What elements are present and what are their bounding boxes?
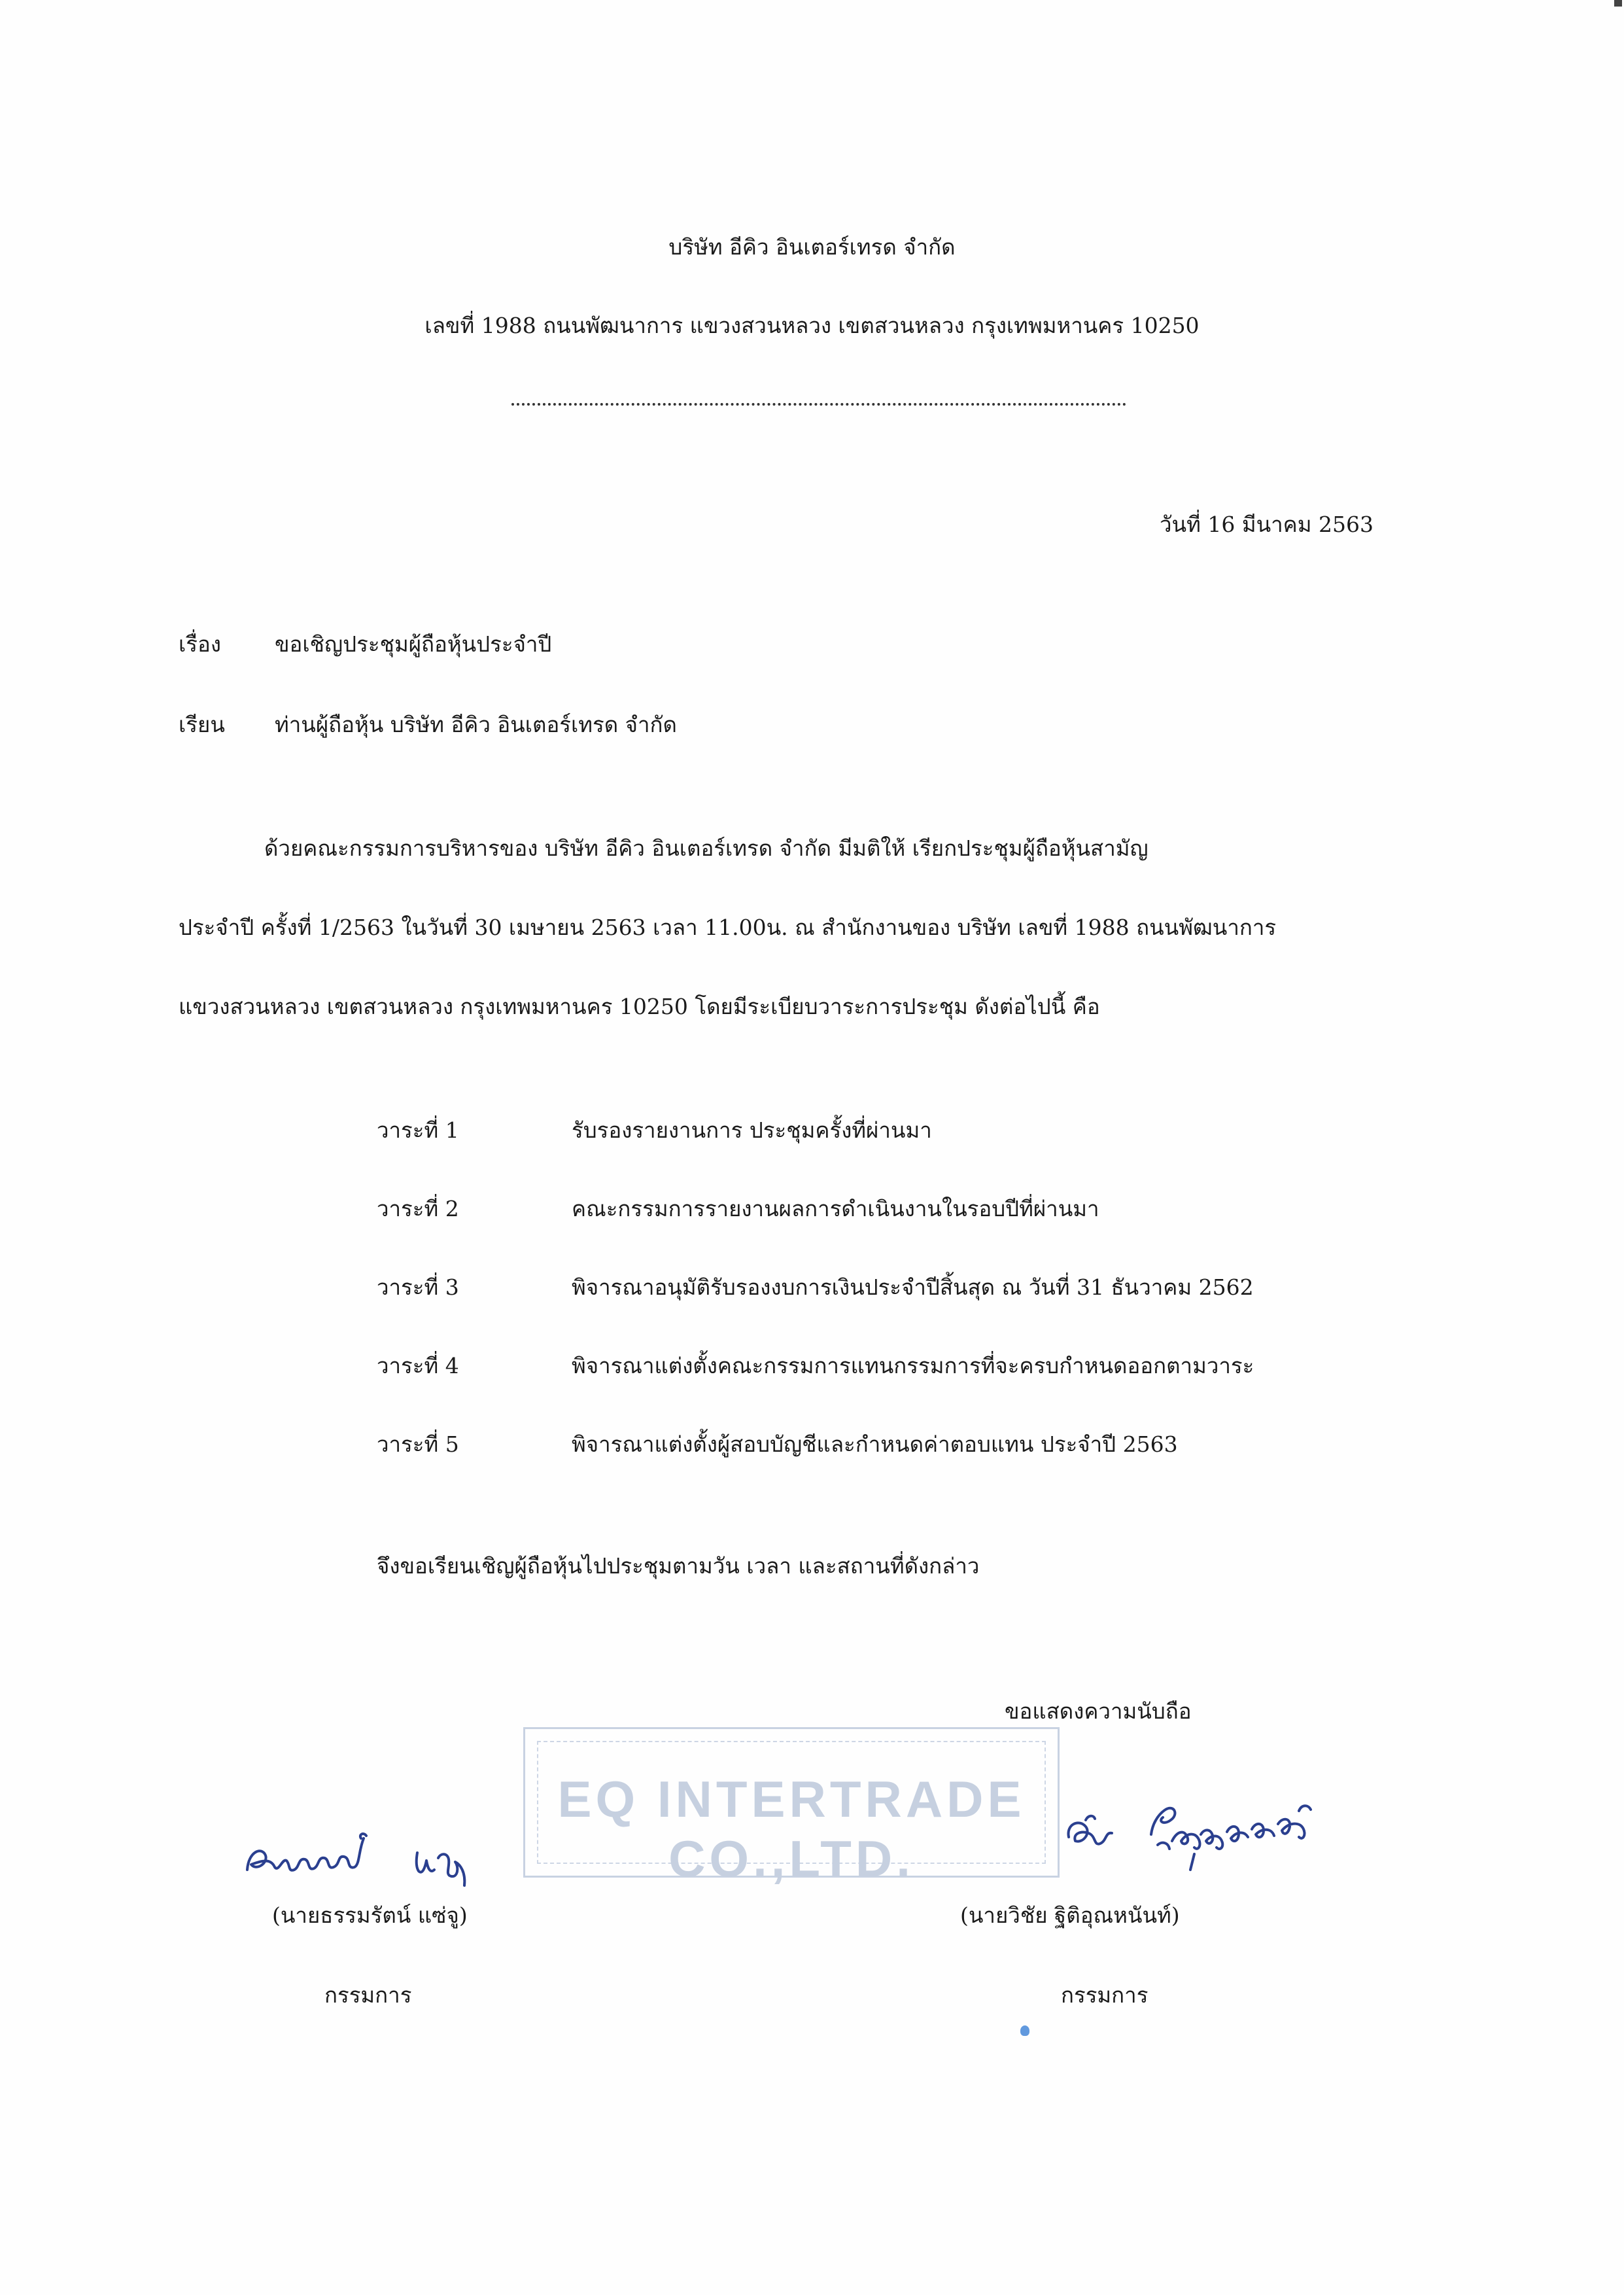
date-line: วันที่ 16 มีนาคม 2563 [1160, 512, 1373, 537]
agenda-label: วาระที่ 3 [377, 1274, 459, 1300]
agenda-text: คณะกรรมการรายงานผลการดำเนินงานในรอบปีที่ผ่านมา [572, 1196, 1099, 1221]
agenda-text: รับรองรายงานการ ประชุมครั้งที่ผ่านมา [572, 1117, 932, 1143]
closing-regards: ขอแสดงความนับถือ [1005, 1698, 1192, 1724]
scan-mark [1614, 0, 1622, 7]
recipient-text: ท่านผู้ถือหุ้น บริษัท อีคิว อินเตอร์เทรด จำกัด [275, 712, 677, 737]
body-line-2: ประจำปี ครั้งที่ 1/2563 ในวันที่ 30 เมษายน 2563 เวลา 11.00น. ณ สำนักงานของ บริษัท เลขที่ 1988 ถนนพัฒนาการ [179, 915, 1277, 940]
agenda-label: วาระที่ 4 [377, 1353, 459, 1378]
signatory-name-left: (นายธรรมรัตน์ แซ่จู) [272, 1902, 468, 1928]
agenda-text: พิจารณาแต่งตั้งคณะกรรมการแทนกรรมการที่จะครบกำหนดออกตามวาระ [572, 1353, 1254, 1378]
recipient-label: เรียน [179, 712, 225, 737]
company-stamp [523, 1727, 1060, 1887]
company-name: บริษัท อีคิว อินเตอร์เทรด จำกัด [668, 234, 956, 260]
closing-invitation: จึงขอเรียนเชิญผู้ถือหุ้นไปประชุมตามวัน เวลา และสถานที่ดังกล่าว [377, 1553, 980, 1579]
stamp-text: EQ INTERTRADE CO.,LTD. [557, 1770, 1026, 1887]
agenda-text: พิจารณาอนุมัติรับรองงบการเงินประจำปีสิ้นสุด ณ วันที่ 31 ธันวาคม 2562 [572, 1274, 1254, 1300]
agenda-label: วาระที่ 2 [377, 1196, 459, 1221]
signatory-title-left: กรรมการ [324, 1982, 412, 2008]
body-line-3: แขวงสวนหลวง เขตสวนหลวง กรุงเทพมหานคร 10250 โดยมีระเบียบวาระการประชุม ดังต่อไปนี้ คือ [179, 994, 1100, 1019]
company-address: เลขที่ 1988 ถนนพัฒนาการ แขวงสวนหลวง เขตสวนหลวง กรุงเทพมหานคร 10250 [424, 313, 1200, 338]
signature-left [242, 1812, 504, 1891]
subject-text: ขอเชิญประชุมผู้ถือหุ้นประจำปี [275, 631, 552, 657]
dotted-divider [511, 403, 1126, 406]
signature-right [1060, 1778, 1360, 1883]
agenda-text: พิจารณาแต่งตั้งผู้สอบบัญชีและกำหนดค่าตอบแทน ประจำปี 2563 [572, 1431, 1178, 1457]
signatory-name-right: (นายวิชัย ฐิติอุณหนันท์) [960, 1902, 1180, 1928]
agenda-label: วาระที่ 1 [377, 1117, 459, 1143]
ink-speck [1020, 2025, 1029, 2036]
body-line-1: ด้วยคณะกรรมการบริหารของ บริษัท อีคิว อินเตอร์เทรด จำกัด มีมติให้ เรียกประชุมผู้ถือหุ้นสามัญ [264, 835, 1149, 861]
agenda-label: วาระที่ 5 [377, 1431, 459, 1457]
subject-label: เรื่อง [179, 631, 221, 657]
signatory-title-right: กรรมการ [1061, 1982, 1149, 2008]
